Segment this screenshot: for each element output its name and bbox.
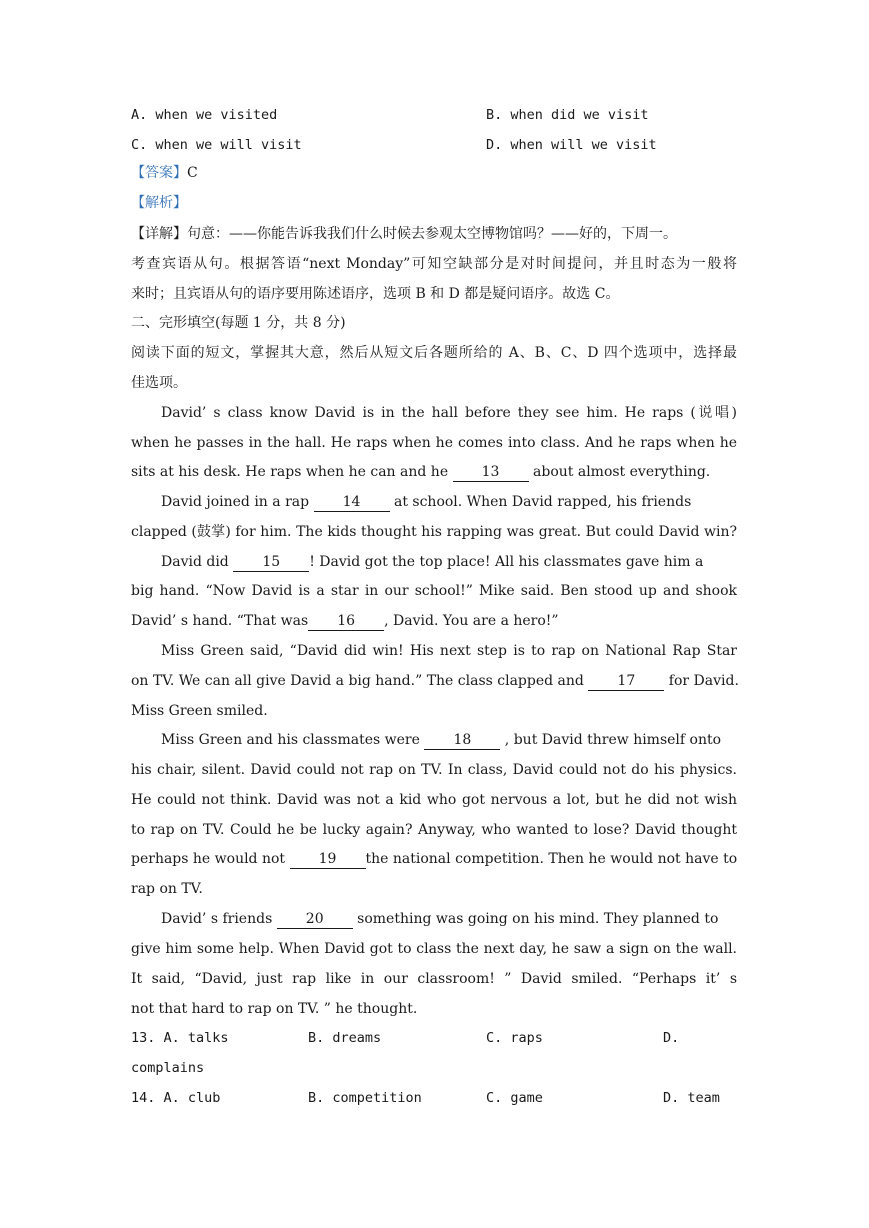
passage-line: It said, “David, just rap like in our classroom! ” David smiled. “Perhaps it’ s [131, 971, 737, 987]
detail-line-3: 来时；且宾语从句的语序要用陈述语序，选项 B 和 D 都是疑问语序。故选 C。 [131, 286, 620, 302]
detail-line-2: 考查宾语从句。根据答语“next Monday”可知空缺部分是对时间提问，并且时态为一般将 [131, 256, 737, 272]
answer-label: 【答案】 [131, 165, 187, 181]
blank-16[interactable]: 16 [308, 612, 384, 631]
passage-line: on TV. We can all give David a big hand.” The class clapped and 17 for David. [131, 673, 739, 689]
passage-line: rap on TV. [131, 881, 203, 897]
passage-line: big hand. “Now David is a star in our school!” Mike said. Ben stood up and shook [131, 583, 737, 599]
blank-13[interactable]: 13 [453, 463, 529, 482]
q13-option-c: C. raps [486, 1030, 543, 1046]
detail-label: 【详解】 [131, 226, 187, 242]
q14-option-b: B. competition [308, 1090, 422, 1106]
q14-option-c: C. game [486, 1090, 543, 1106]
option-d: D. when will we visit [486, 137, 657, 153]
passage-line: Miss Green said, “David did win! His next step is to rap on National Rap Star [161, 643, 737, 659]
blank-14[interactable]: 14 [314, 493, 390, 512]
passage-line: when he passes in the hall. He raps when he comes into class. And he raps when he [131, 435, 737, 451]
blank-18[interactable]: 18 [424, 731, 500, 750]
answer-line [131, 163, 198, 183]
passage-line: He could not think. David was not a kid who got nervous a lot, but he did not wish [131, 792, 737, 808]
section-title: 二、完形填空(每题 1 分，共 8 分) [131, 315, 346, 331]
passage-line: Miss Green smiled. [131, 703, 268, 719]
passage-line: give him some help. When David got to class the next day, he saw a sign on the wall. [131, 941, 737, 957]
blank-20[interactable]: 20 [277, 910, 353, 929]
instruction-line-2: 佳选项。 [131, 375, 187, 391]
passage-line: sits at his desk. He raps when he can and he 13 about almost everything. [131, 464, 711, 480]
passage-line: David joined in a rap 14 at school. When David rapped, his friends [161, 494, 692, 510]
blank-17[interactable]: 17 [588, 672, 664, 691]
q13-option-d: D. [663, 1030, 680, 1046]
detail-text: 句意：——你能告诉我我们什么时候去参观太空博物馆吗？——好的，下周一。 [187, 226, 677, 242]
passage-line: to rap on TV. Could he be lucky again? Anyway, who wanted to lose? David thought [131, 822, 737, 838]
option-b: B. when did we visit [486, 107, 649, 123]
option-a: A. when we visited [131, 107, 278, 123]
passage-line: Miss Green and his classmates were 18 , but David threw himself onto [161, 732, 722, 748]
passage-line: his chair, silent. David could not rap on TV. In class, David could not do his physics. [131, 762, 737, 778]
q13-option-a: 13. A. talks [131, 1030, 229, 1046]
answer-value: C [187, 165, 198, 181]
q13-option-d-text: complains [131, 1060, 205, 1076]
passage-line: David’ s hand. “That was 16 , David. You are a hero!” [131, 613, 559, 629]
passage-line: not that hard to rap on TV. ” he thought. [131, 1001, 418, 1017]
option-c: C. when we will visit [131, 137, 302, 153]
blank-15[interactable]: 15 [233, 553, 309, 572]
analysis-label: 【解析】 [131, 195, 187, 211]
instruction-line-1: 阅读下面的短文，掌握其大意，然后从短文后各题所给的 A、B、C、D 四个选项中，选择最 [131, 345, 737, 361]
blank-19[interactable]: 19 [290, 850, 366, 869]
passage-line: clapped (鼓掌) for him. The kids thought his rapping was great. But could David win? [131, 524, 737, 540]
q14-option-d: D. team [663, 1090, 720, 1106]
q13-option-b: B. dreams [308, 1030, 382, 1046]
detail-line-1 [131, 224, 677, 244]
passage-line: perhaps he would not 19 the national competition. Then he would not have to [131, 851, 738, 867]
passage-line: David’ s friends 20 something was going on his mind. They planned to [161, 911, 719, 927]
passage-line: David’ s class know David is in the hall before they see him. He raps (说唱) [161, 405, 737, 421]
q14-option-a: 14. A. club [131, 1090, 221, 1106]
passage-line: David did 15 ! David got the top place! All his classmates gave him a [161, 554, 704, 570]
